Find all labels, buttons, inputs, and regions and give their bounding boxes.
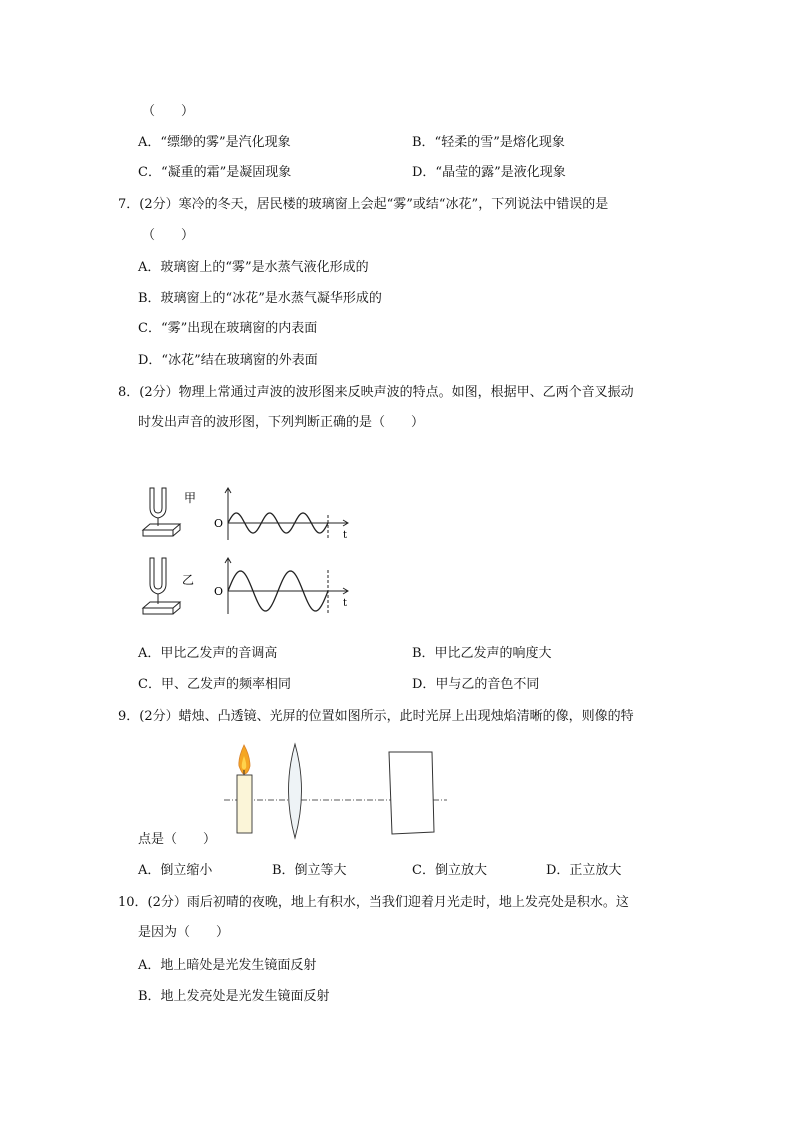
q6-option-c[interactable]: C．“凝重的霜”是凝固现象: [138, 165, 292, 180]
q9-option-d[interactable]: D．正立放大: [546, 863, 622, 878]
q9-option-c[interactable]: C．倒立放大: [412, 863, 487, 878]
candle-lens-screen-figure: [222, 740, 462, 840]
label-jia: 甲: [184, 491, 197, 505]
label-yi: 乙: [182, 573, 195, 587]
q7-answer-bracket: （ ）: [142, 228, 195, 243]
q8-option-d[interactable]: D．甲与乙的音色不同: [412, 677, 540, 692]
q9-stem: 9．(2分）蜡烛、凸透镜、光屏的位置如图所示，此时光屏上出现烛焰清晰的像，则像的特: [118, 709, 634, 724]
q10-option-b[interactable]: B．地上发亮处是光发生镜面反射: [138, 989, 330, 1004]
origin-label-top: O: [214, 517, 224, 530]
convex-lens-icon: [289, 744, 302, 838]
q9-stem-continued: 点是（ ）: [138, 832, 217, 847]
q8-stem: 8．(2分）物理上常通过声波的波形图来反映声波的特点。如图，根据甲、乙两个音叉振动: [118, 385, 634, 400]
q8-option-c[interactable]: C．甲、乙发声的频率相同: [138, 677, 291, 692]
q8-stem-continued: 时发出声音的波形图，下列判断正确的是（ ）: [138, 415, 425, 430]
t-axis-label-bottom: t: [343, 598, 348, 609]
q10-option-a[interactable]: A．地上暗处是光发生镜面反射: [138, 958, 317, 973]
tuning-fork-top-icon: [143, 488, 180, 536]
q8-option-a[interactable]: A．甲比乙发声的音调高: [138, 646, 278, 661]
q10-stem-continued: 是因为（ ）: [138, 925, 230, 940]
q7-stem: 7．(2分）寒冷的冬天，居民楼的玻璃窗上会起“雾”或结“冰花”，下列说法中错误的是: [118, 197, 609, 212]
q6-option-a[interactable]: A．“缥缈的雾”是汽化现象: [138, 135, 291, 150]
q6-answer-bracket: （ ）: [142, 104, 195, 119]
q7-option-b[interactable]: B．玻璃窗上的“冰花”是水蒸气凝华形成的: [138, 291, 382, 306]
q7-option-d[interactable]: D．“冰花”结在玻璃窗的外表面: [138, 353, 318, 368]
q9-option-a[interactable]: A．倒立缩小: [138, 863, 213, 878]
light-screen-icon: [389, 752, 434, 834]
q8-option-b[interactable]: B．甲比乙发声的响度大: [412, 646, 552, 661]
q9-option-b[interactable]: B．倒立等大: [272, 863, 347, 878]
q6-option-d[interactable]: D．“晶莹的露”是液化现象: [412, 165, 566, 180]
tuning-fork-bottom-icon: [143, 558, 180, 614]
tuning-fork-waveform-figure: [138, 480, 378, 630]
q6-option-b[interactable]: B．“轻柔的雪”是熔化现象: [412, 135, 565, 150]
q7-option-a[interactable]: A．玻璃窗上的“雾”是水蒸气液化形成的: [138, 260, 369, 275]
candle-icon: [237, 745, 252, 833]
t-axis-label-top: t: [343, 530, 348, 541]
origin-label-bottom: O: [214, 585, 224, 598]
q7-option-c[interactable]: C．“雾”出现在玻璃窗的内表面: [138, 321, 318, 336]
q10-stem: 10．(2分）雨后初晴的夜晚，地上有积水，当我们迎着月光走时，地上发亮处是积水。这: [118, 895, 629, 910]
